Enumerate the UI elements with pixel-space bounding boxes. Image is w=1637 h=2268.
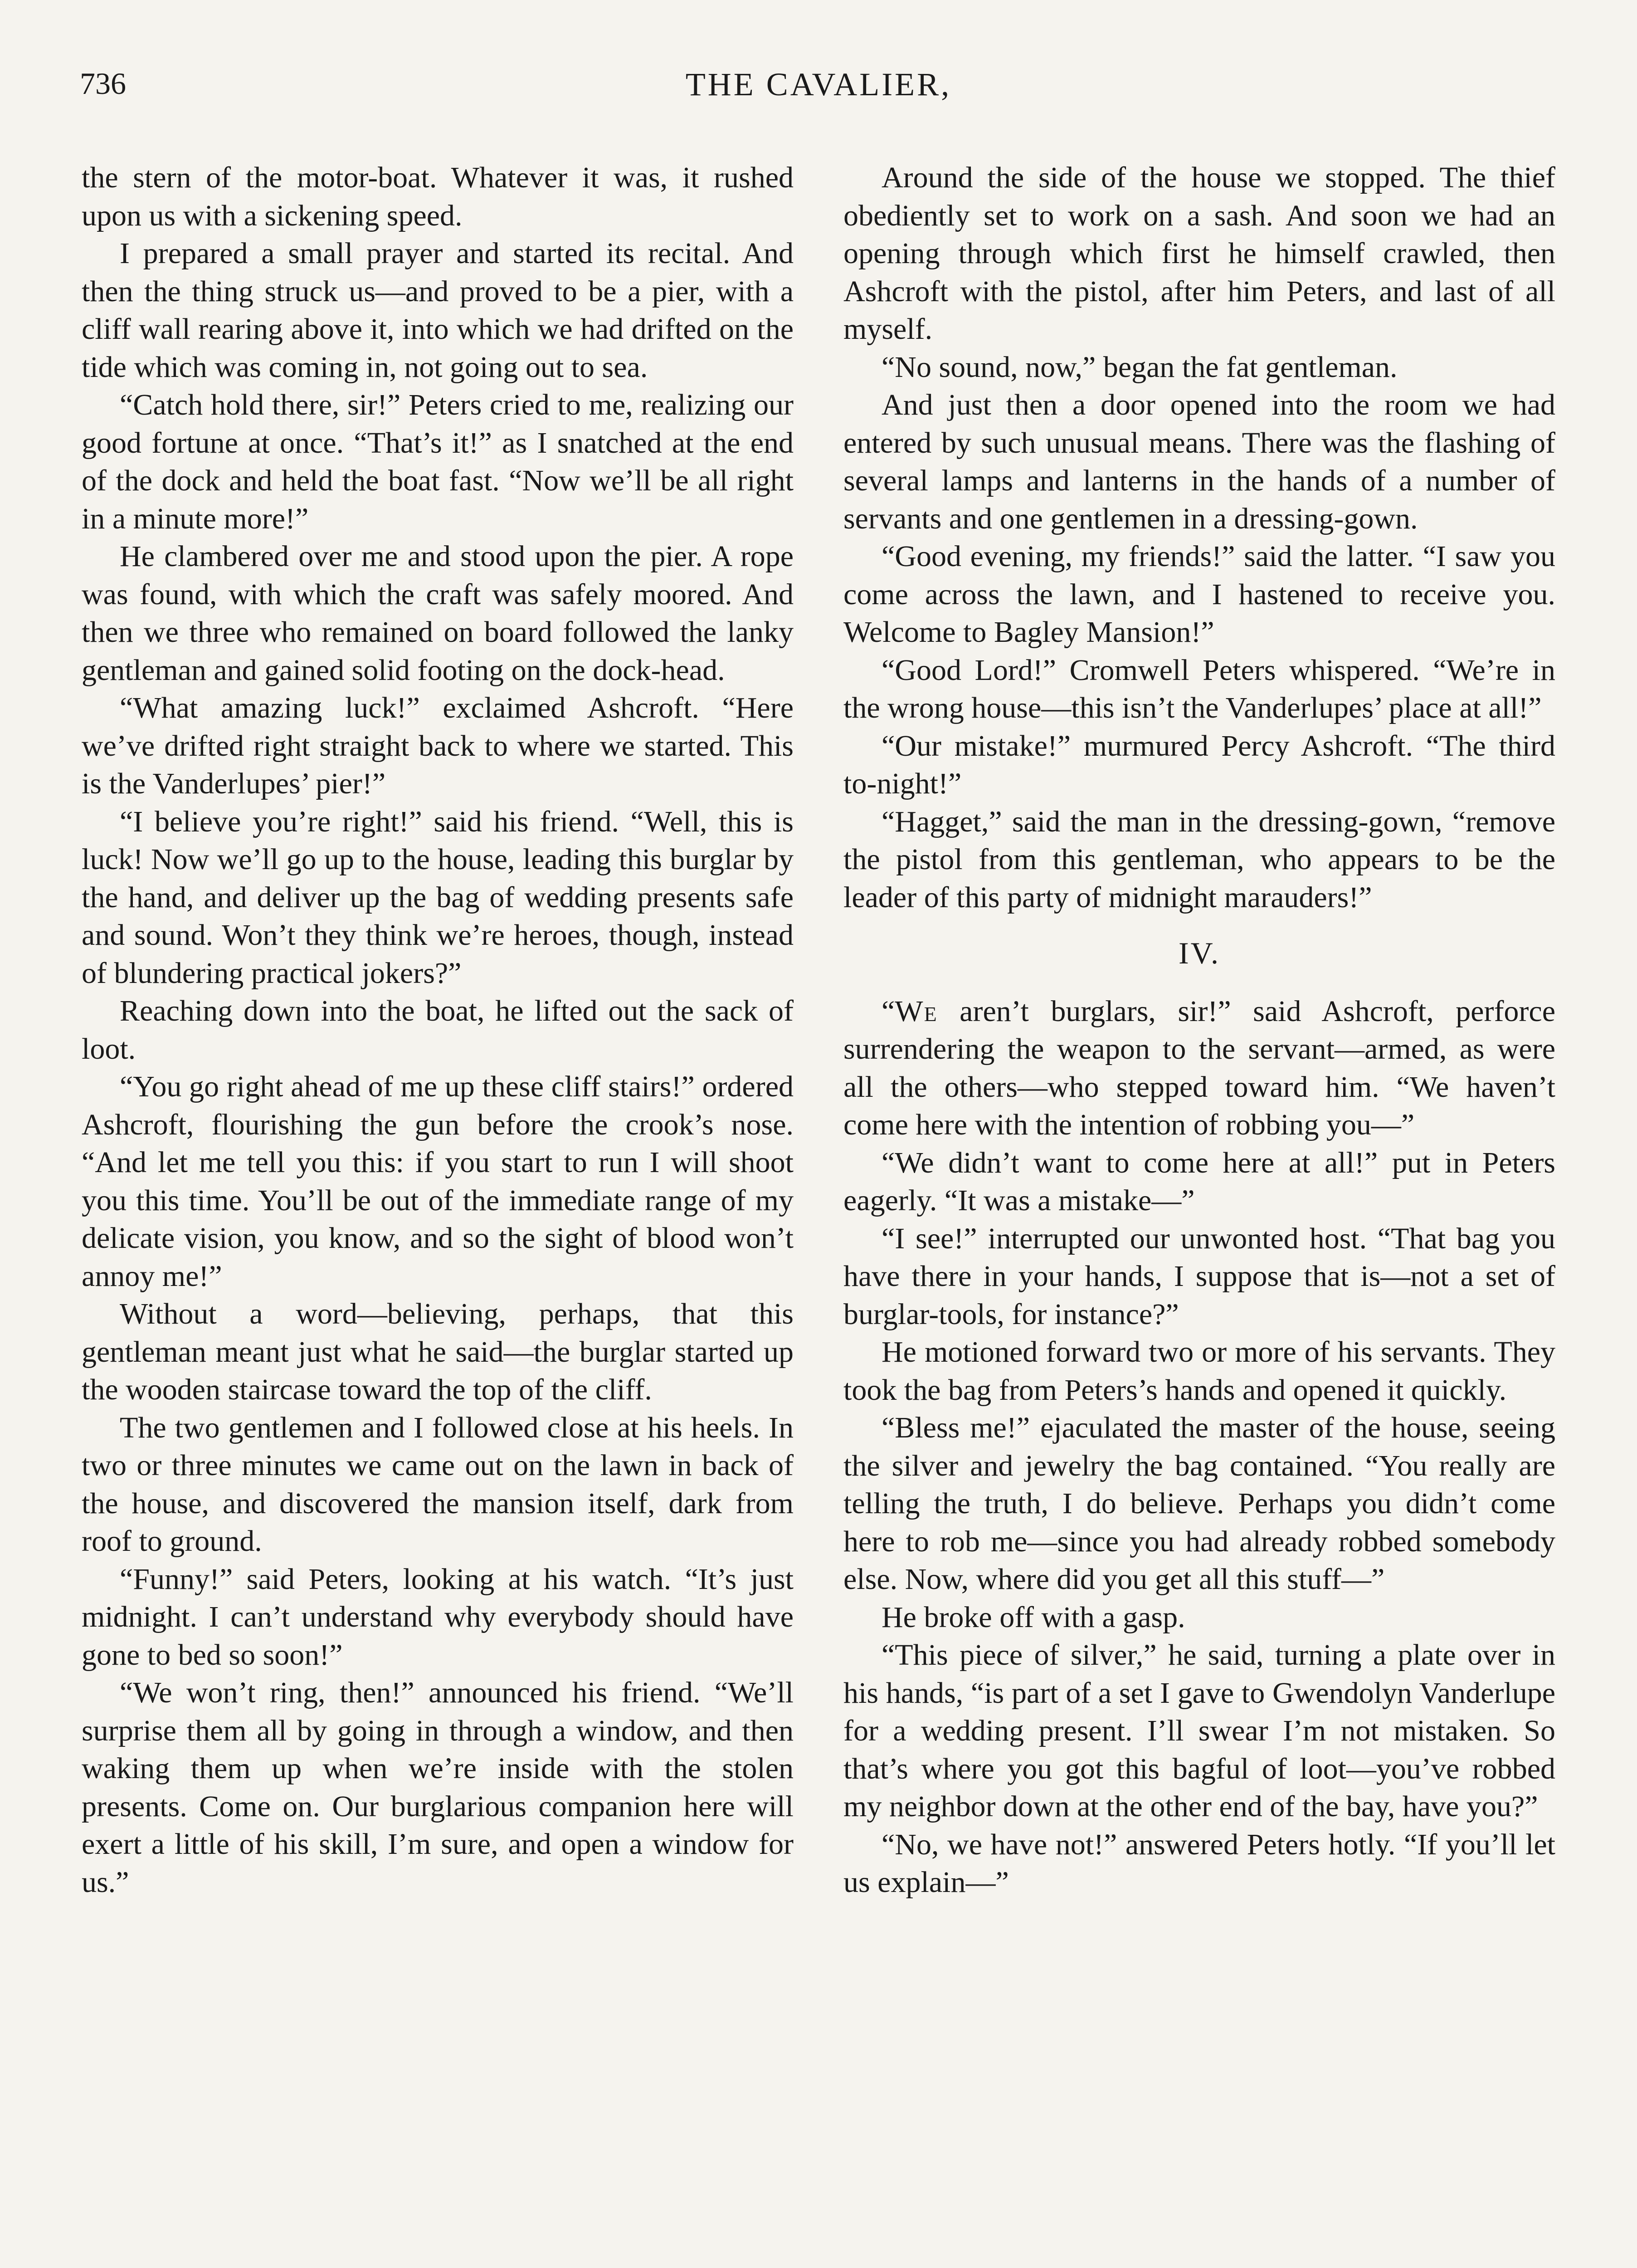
paragraph: “Good evening, my friends!” said the latter. “I saw you come across the lawn, and I hastened to receive you. Welcome to Bagley Mansion!” <box>843 540 1555 649</box>
section-heading: IV. <box>1179 936 1220 970</box>
paragraph: Without a word—believing, perhaps, that this gentleman meant just what he said—the burglar started up the wooden staircase toward the top of the cliff. <box>82 1297 794 1406</box>
paragraph: “We didn’t want to come here at all!” put in Peters eagerly. “It was a mistake—” <box>843 1146 1555 1217</box>
section-first-paragraph <box>843 992 1555 1144</box>
paragraph: He motioned forward two or more of his servants. They took the bag from Peters’s hands and opened it quickly. <box>843 1335 1555 1407</box>
paragraph: “Catch hold there, sir!” Peters cried to me, realizing our good fortune at once. “That’s it!” as I snatched at the end of the dock and held the boat fast. “Now we’ll be all right in a minute more!” <box>82 388 794 535</box>
page-number: 736 <box>80 66 126 101</box>
paragraph: Around the side of the house we stopped. The thief obediently set to work on a sash. And soon we had an opening through which first he himself crawled, then Ashcroft with the pistol, after him Peters, and last of all myself. <box>843 161 1555 346</box>
paragraph: “Hagget,” said the man in the dressing-gown, “remove the pistol from this gentleman, who appears to be the leader of this party of midnight marauders!” <box>843 805 1555 914</box>
paragraph: And just then a door opened into the room we had entered by such unusual means. There was the flashing of several lamps and lanterns in the hands of a number of servants and one gentlemen in a dressing-gown. <box>843 388 1555 535</box>
paragraph: “I see!” interrupted our unwonted host. “That bag you have there in your hands, I suppose that is—not a set of burglar-tools, for instance?” <box>843 1222 1555 1331</box>
paragraph: “Our mistake!” murmured Percy Ashcroft. “The third to-night!” <box>843 729 1555 800</box>
small-caps-opening-word: We <box>895 994 938 1028</box>
paragraph: “We won’t ring, then!” announced his friend. “We’ll surprise them all by going in through a window, and then waking them up when we’re inside with the stolen presents. Come on. Our burglarious companion here will exert a little of his skill, I’m sure, and open a window for us.” <box>82 1676 794 1899</box>
paragraph: He broke off with a gasp. <box>882 1600 1185 1634</box>
paragraph: “You go right ahead of me up these cliff stairs!” ordered Ashcroft, flourishing the gun before the crook’s nose. “And let me tell you this: if you start to run I will shoot you this time. You’ll be out of the immediate range of my delicate vision, you know, and so the sight of blood won’t annoy me!” <box>82 1070 794 1293</box>
paragraph: The two gentlemen and I followed close at his heels. In two or three minutes we came out on the lawn in back of the house, and discovered the mansion itself, dark from roof to ground. <box>82 1411 794 1558</box>
paragraph: the stern of the motor-boat. Whatever it was, it rushed upon us with a sickening speed. <box>82 161 794 232</box>
paragraph: “What amazing luck!” exclaimed Ashcroft. “Here we’ve drifted right straight back to where we started. This is the Vanderlupes’ pier!” <box>82 691 794 800</box>
paragraph: “This piece of silver,” he said, turning a plate over in his hands, “is part of a set I gave to Gwendolyn Vanderlupe for a wedding present. I’ll swear I’m not mistaken. So that’s where you got this bagful of loot—you’ve robbed my neighbor down at the other end of the bay, have you?” <box>843 1638 1555 1823</box>
paragraph: Reaching down into the boat, he lifted out the sack of loot. <box>82 994 794 1066</box>
paragraph: “Good Lord!” Cromwell Peters whispered. “We’re in the wrong house—this isn’t the Vanderlupes’ place at all!” <box>843 653 1555 724</box>
paragraph: “Bless me!” ejaculated the master of the house, seeing the silver and jewelry the bag contained. “You really are telling the truth, I do believe. Perhaps you didn’t come here to rob me—since you had already robbed somebody else. Now, where did you get all this stuff—” <box>843 1411 1555 1596</box>
paragraph: “No sound, now,” began the fat gentleman. <box>882 350 1398 384</box>
left-column <box>82 159 794 1901</box>
paragraph-text: aren’t burglars, sir!” said Ashcroft, perforce surrendering the weapon to the servant—armed, as were all the others—who stepped toward him. “We haven’t come here with the intention of robbing you—” <box>843 994 1555 1141</box>
paragraph: He clambered over me and stood upon the pier. A rope was found, with which the craft was safely moored. And then we three who remained on board followed the lanky gentleman and gained solid footing on the dock-head. <box>82 540 794 687</box>
paragraph: “I believe you’re right!” said his friend. “Well, this is luck! Now we’ll go up to the house, leading this burglar by the hand, and deliver up the bag of wedding presents safe and sound. Won’t they think we’re heroes, though, instead of blundering practical jokers?” <box>82 805 794 990</box>
paragraph: “Funny!” said Peters, looking at his watch. “It’s just midnight. I can’t understand why everybody should have gone to bed so soon!” <box>82 1562 794 1672</box>
right-column <box>843 159 1555 1901</box>
running-head: THE CAVALIER, <box>685 66 952 103</box>
paragraph: I prepared a small prayer and started its recital. And then the thing struck us—and proved to be a pier, with a cliff wall rearing above it, into which we had drifted on the tide which was coming in, not going out to sea. <box>82 237 794 384</box>
opening-quote: “ <box>882 994 895 1028</box>
paragraph: “No, we have not!” answered Peters hotly. “If you’ll let us explain—” <box>843 1828 1555 1899</box>
